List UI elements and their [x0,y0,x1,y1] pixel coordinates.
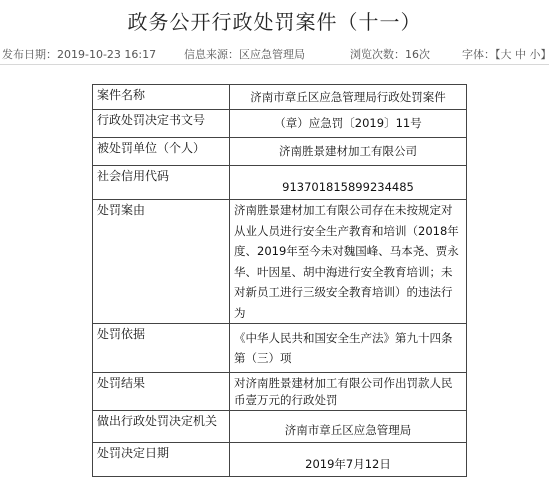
row-label: 处罚依据 [93,324,230,373]
publish-date-label: 发布日期： [2,48,57,61]
row-value: （章）应急罚〔2019〕11号 [230,110,467,138]
row-label: 行政处罚决定书文号 [93,110,230,138]
table-row [93,138,467,166]
info-source [184,46,305,62]
row-label: 处罚决定日期 [93,443,230,477]
row-value: 济南胜景建材加工有限公司 [230,138,467,166]
font-large-link[interactable]: 大 [500,48,512,61]
font-bracket-open: 【 [495,48,501,61]
view-count-label: 浏览次数： [350,48,405,61]
row-label: 处罚结果 [93,373,230,411]
table-row [93,411,467,443]
font-size-label: 字体： [462,48,495,61]
row-label: 案件名称 [93,85,230,110]
view-count [350,46,430,62]
info-source-label: 信息来源： [184,48,239,61]
table-row [93,166,467,200]
row-label: 社会信用代码 [93,166,230,200]
table-row [93,443,467,477]
row-value: 913701815899234485 [230,166,467,200]
font-bracket-close: 】 [540,48,552,61]
table-row [93,324,467,373]
info-source-value: 区应急管理局 [239,48,305,61]
row-value: 2019年7月12日 [230,443,467,477]
case-table [92,84,467,477]
publish-date-value: 2019-10-23 16:17 [57,48,157,61]
row-value: 济南胜景建材加工有限公司存在未按规定对从业人员进行安全生产教育和培训（2018年度、2019年至今未对魏国峰、马本尧、贾永华、叶因星、胡中海进行安全教育培训；未对新员工进行三级安全教育培训）的违法行为 [230,200,467,324]
row-value: 《中华人民共和国安全生产法》第九十四条第（三）项 [230,324,467,373]
row-label: 做出行政处罚决定机关 [93,411,230,443]
table-row [93,200,467,324]
font-medium-link[interactable]: 中 [515,48,526,61]
header-divider [0,64,549,65]
table-row [93,85,467,110]
font-small-link[interactable]: 小 [529,48,541,61]
row-label: 处罚案由 [93,200,230,324]
page-title: 政务公开行政处罚案件（十一） [127,10,422,34]
table-row [93,110,467,138]
font-size-controls [462,46,552,62]
row-label: 被处罚单位（个人） [93,138,230,166]
row-value: 济南市章丘区应急管理局 [230,411,467,443]
table-row [93,373,467,411]
publish-date [2,46,156,62]
row-value: 对济南胜景建材加工有限公司作出罚款人民币壹万元的行政处罚 [230,373,467,411]
row-value: 济南市章丘区应急管理局行政处罚案件 [230,85,467,110]
view-count-value: 16次 [405,48,430,61]
